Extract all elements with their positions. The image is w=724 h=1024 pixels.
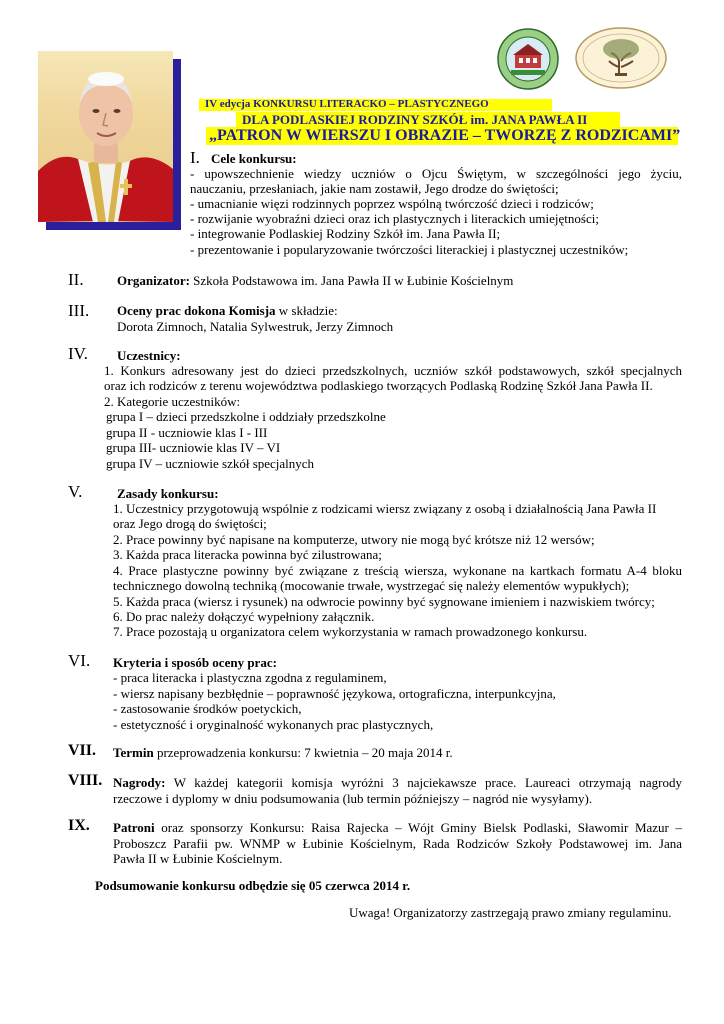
section-9-line3: Pawła II w Łubinie Kościelnym. <box>113 851 283 866</box>
school-logo <box>497 28 559 90</box>
section-3-text <box>117 303 338 318</box>
summary-date: Podsumowanie konkursu odbędzie się 05 czerwca 2014 r. <box>95 878 411 893</box>
section-7-number: VII. <box>68 742 97 759</box>
section-6-heading: Kryteria i sposób oceny prac: <box>113 655 277 670</box>
contest-subtitle: DLA PODLASKIEJ RODZINY SZKÓŁ im. JANA PAWŁA II <box>242 112 588 127</box>
section-5-line: technicznego dowolną techniką (mocowanie trwałe, wystrzegać się należy elementów wypukłych); <box>113 578 630 593</box>
section-1-line: - umacnianie więzi rodzinnych poprzez wspólną twórczość dzieci i rodziców; <box>190 196 594 211</box>
section-4-line: grupa IV – uczniowie szkół specjalnych <box>106 456 315 471</box>
section-4-line: grupa II - uczniowie klas I - III <box>106 425 268 440</box>
section-9-line2: Proboszcz Parafii pw. WNMP w Łubinie Kościelnym, Rada Rodziców Szkoły Podstawowej im. Jana <box>113 836 682 851</box>
section-4-line: grupa I – dzieci przedszkolne i oddziały przedszkolne <box>106 409 386 424</box>
section-1-line: - prezentowanie i popularyzowanie twórczości literackiej i plastycznej uczestników; <box>190 242 629 257</box>
section-4-line: 2. Kategorie uczestników: <box>104 394 241 409</box>
section-5-line: 7. Prace pozostają u organizatora celem wykorzystania w ramach prowadzonego konkursu. <box>113 624 588 639</box>
section-5-line: 1. Uczestnicy przygotowują wspólnie z rodzicami wiersz związany z osobą i działalnością Jana Pawła II <box>113 501 657 516</box>
section-2-text <box>117 273 513 288</box>
section-6-line: - zastosowanie środków poetyckich, <box>113 701 302 716</box>
section-1-number: I. <box>190 148 200 167</box>
section-8-heading: Nagrody: <box>113 775 166 790</box>
section-8-line2: rzeczowe i dyplomy w dniu podsumowania (lub termin późniejszy – nagród nie wysyłamy). <box>113 791 593 806</box>
section-3-body: w składzie: <box>275 303 338 318</box>
section-4-line: 1. Konkurs adresowany jest do dzieci przedszkolnych, uczniów szkół podstawowych, szkół specjalnych <box>104 363 682 378</box>
section-6-line: - praca literacka i plastyczna zgodna z regulaminem, <box>113 670 387 685</box>
section-6-line: - estetyczność i oryginalność wykonanych prac plastycznych, <box>113 717 434 732</box>
section-8-body: W każdej kategorii komisja wyróżni 3 najciekawsze prace. Laureaci otrzymają nagrody <box>165 775 682 790</box>
section-5-line: 3. Każda praca literacka powinna być zilustrowana; <box>113 547 382 562</box>
section-4-heading: Uczestnicy: <box>117 348 181 363</box>
section-5-line: 5. Każda praca (wiersz i rysunek) na odwrocie powinny być sygnowane imieniem i nazwiskiem twórcy; <box>113 594 655 609</box>
section-9-body: oraz sponsorzy Konkursu: Raisa Rajecka – Wójt Gminy Bielsk Podlaski, Sławomir Mazur – <box>154 820 682 835</box>
section-8-number: VIII. <box>68 772 103 789</box>
section-1-line: - integrowanie Podlaskiej Rodziny Szkół im. Jana Pawła II; <box>190 226 501 241</box>
section-5-line: 2. Prace powinny być napisane na komputerze, utwory nie mogą być krótsze niż 12 wersów; <box>113 532 595 547</box>
section-2-heading: Organizator: <box>117 273 190 288</box>
section-2-number: II. <box>68 270 84 289</box>
section-6-number: VI. <box>68 651 91 670</box>
contest-motto: „PATRON W WIERSZU I OBRAZIE – TWORZĘ Z RODZICAMI” <box>209 127 681 144</box>
section-4-line: oraz ich rodziców z terenu województwa podlaskiego tworzących Podlaską Rodzinę Szkół Jana Pawła II. <box>104 378 653 393</box>
edition-title: IV edycja KONKURSU LITERACKO – PLASTYCZNEGO <box>205 98 489 110</box>
section-4-number: IV. <box>68 344 88 363</box>
organizer-notice: Uwaga! Organizatorzy zastrzegają prawo zmiany regulaminu. <box>349 905 672 920</box>
section-4-line: grupa III- uczniowie klas IV – VI <box>106 440 281 455</box>
section-7-body: przeprowadzenia konkursu: 7 kwietnia – 20 maja 2014 r. <box>153 745 453 760</box>
section-7-heading: Termin <box>113 745 154 760</box>
section-5-line: 4. Prace plastyczne powinny być związane z treścią wiersza, wykonane na kartkach formatu A-4 bloku <box>113 563 682 578</box>
section-9-number: IX. <box>68 817 90 834</box>
section-3-heading: Oceny prac dokona Komisja <box>117 303 276 318</box>
section-9-line1 <box>113 820 682 835</box>
section-1-heading: Cele konkursu: <box>211 151 297 166</box>
section-3-number: III. <box>68 301 90 320</box>
section-7-text <box>113 745 453 760</box>
section-1-line: nauczaniu, przesłaniach, jakie nam zostawił, Jego drodze do świętości; <box>190 181 559 196</box>
section-5-heading: Zasady konkursu: <box>117 486 219 501</box>
section-8-line1 <box>113 775 682 790</box>
section-5-line: 6. Do prac należy dołączyć wypełniony załącznik. <box>113 609 375 624</box>
section-6-line: - wiersz napisany bezbłędnie – poprawność językowa, ortograficzna, interpunkcyjna, <box>113 686 556 701</box>
section-5-number: V. <box>68 482 83 501</box>
section-1-line: - upowszechnienie wiedzy uczniów o Ojcu Świętym, w szczególności jego życiu, <box>190 166 682 181</box>
portrait-image <box>38 51 173 222</box>
section-3-members: Dorota Zimnoch, Natalia Sylwestruk, Jerzy Zimnoch <box>117 319 394 334</box>
section-1-line: - rozwijanie wyobraźni dzieci oraz ich plastycznych i literackich umiejętności; <box>190 211 599 226</box>
section-5-line: oraz Jego drogą do świętości; <box>113 516 267 531</box>
section-9-heading: Patroni <box>113 820 155 835</box>
tree-logo <box>575 27 667 89</box>
section-2-body: Szkoła Podstawowa im. Jana Pawła II w Łubinie Kościelnym <box>189 273 514 288</box>
